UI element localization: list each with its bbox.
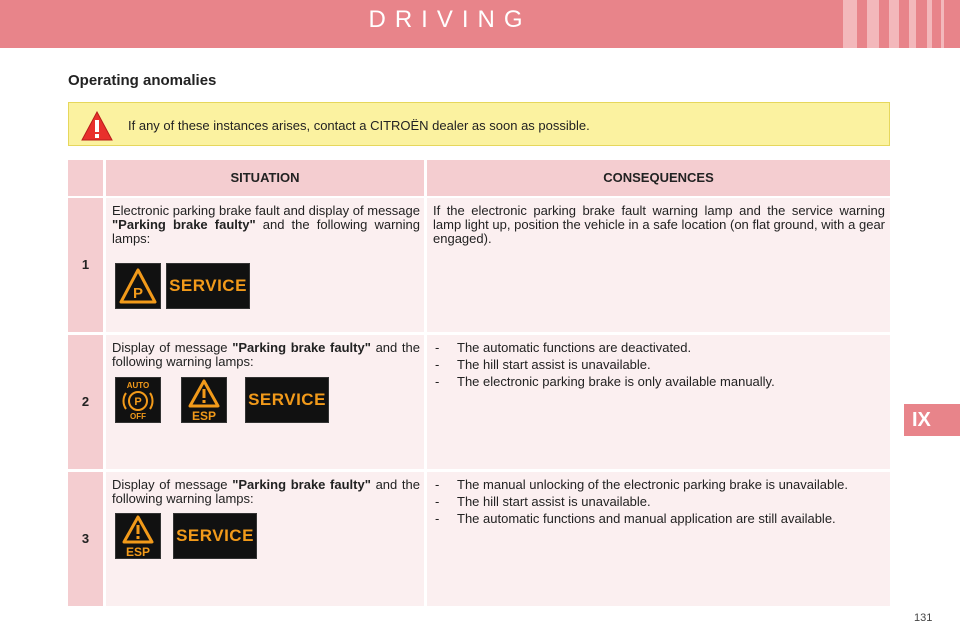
warning-text: If any of these instances arises, contact a CITROËN dealer as soon as possible. (128, 118, 590, 133)
svg-text:ESP: ESP (125, 545, 151, 558)
table-row-2-situation (106, 335, 424, 469)
consequence-list (433, 341, 885, 392)
table-header-number-cell (68, 160, 103, 196)
table-row-3-situation (106, 472, 424, 606)
page-number: 131 (914, 612, 933, 624)
section-title: Operating anomalies (68, 72, 217, 89)
situation-text: Electronic parking brake fault and display of message "Parking brake faulty" and the following warning lamps: (112, 203, 420, 246)
table-header-situation: SITUATION (106, 160, 424, 196)
situation-text: Display of message "Parking brake faulty" and the following warning lamps: (112, 477, 420, 506)
list-item: - The electronic parking brake is only available manually. (433, 375, 885, 389)
svg-text:ESP: ESP (191, 409, 217, 422)
list-item: - The automatic functions and manual application are still available. (433, 512, 885, 526)
list-item: - The hill start assist is unavailable. (433, 358, 885, 372)
situation-text: Display of message "Parking brake faulty" and the following warning lamps: (112, 340, 420, 369)
row-number: 3 (68, 472, 103, 606)
svg-text:P: P (134, 396, 142, 408)
page-title: DRIVING (368, 6, 532, 33)
table-row-2-consequences (427, 335, 890, 469)
list-item: - The manual unlocking of the electronic parking brake is unavailable. (433, 478, 885, 492)
list-item: - The hill start assist is unavailable. (433, 495, 885, 509)
esp-lamp (115, 513, 161, 559)
table-row-1-consequences (427, 198, 890, 332)
service-lamp: SERVICE (166, 263, 250, 309)
consequence-text: If the electronic parking brake fault warning lamp and the service warning lamp light up, position the vehicle in a safe location (on flat ground, with a gear engaged). (433, 203, 885, 246)
consequence-list (433, 478, 885, 529)
table-row-1-situation (106, 198, 424, 332)
parking-brake-fault-lamp (115, 263, 161, 309)
row-number: 2 (68, 335, 103, 469)
parking-brake-warning-icon (118, 266, 158, 306)
service-lamp: SERVICE (173, 513, 257, 559)
list-item: - The automatic functions are deactivated. (433, 341, 885, 355)
esp-warning-icon (182, 378, 226, 422)
svg-text:P: P (132, 285, 144, 302)
esp-lamp (181, 377, 227, 423)
table-row-3-consequences (427, 472, 890, 606)
service-lamp: SERVICE (245, 377, 329, 423)
row-number: 1 (68, 198, 103, 332)
auto-parking-brake-off-lamp (115, 377, 161, 423)
warning-box (68, 102, 890, 146)
auto-parking-brake-icon (116, 378, 160, 422)
esp-warning-icon (116, 514, 160, 558)
svg-text:OFF: OFF (130, 412, 146, 421)
table-header-consequences: CONSEQUENCES (427, 160, 890, 196)
chapter-tab[interactable]: IX (904, 404, 960, 436)
warning-triangle-icon (81, 111, 113, 141)
svg-text:AUTO: AUTO (126, 381, 150, 390)
